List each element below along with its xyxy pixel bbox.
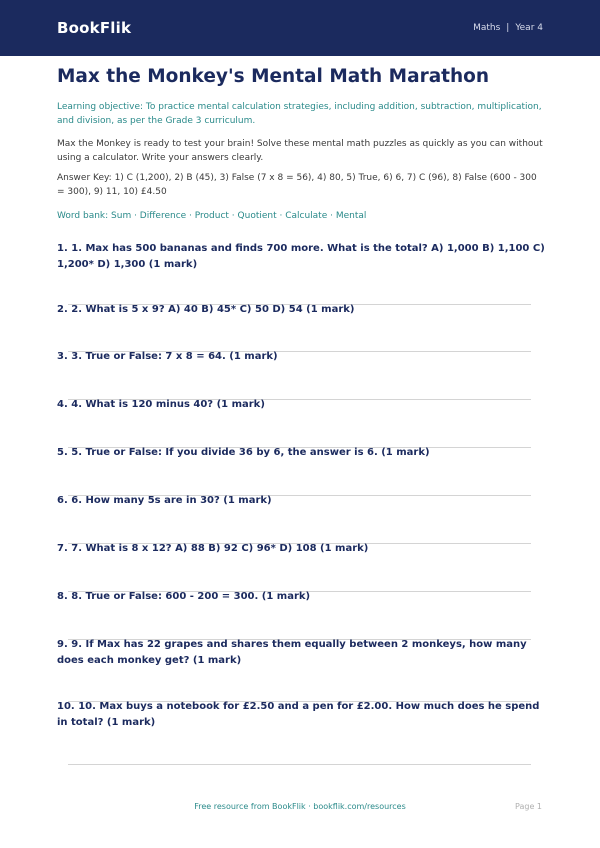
page-title: Max the Monkey's Mental Math Marathon bbox=[57, 66, 490, 87]
question-7: 7. 7. What is 8 x 12? A) 88 B) 92 C) 96* D) 108 (1 mark) bbox=[57, 543, 369, 554]
year-label: Year 4 bbox=[515, 23, 543, 33]
question-4: 4. 4. What is 120 minus 40? (1 mark) bbox=[57, 399, 265, 410]
header-bar bbox=[0, 0, 600, 56]
question-8: 8. 8. True or False: 600 - 200 = 300. (1 mark) bbox=[57, 591, 311, 602]
meta-separator: | bbox=[506, 23, 510, 33]
question-5: 5. 5. True or False: If you divide 36 by 6, the answer is 6. (1 mark) bbox=[57, 447, 430, 458]
question-2: 2. 2. What is 5 x 9? A) 40 B) 45* C) 50 D) 54 (1 mark) bbox=[57, 304, 355, 315]
learning-objective: Learning objective: To practice mental calculation strategies, including addition, subtraction, multiplication, and division, as per the Grade 3 curriculum. bbox=[57, 102, 542, 126]
footer-link[interactable]: Free resource from BookFlik · bookflik.com/resources bbox=[194, 802, 406, 811]
question-1: 1. 1. Max has 500 bananas and finds 700 more. What is the total? A) 1,000 B) 1,100 C) 1,200* D) 1,300 (1 mark) bbox=[57, 243, 545, 270]
intro-text: Max the Monkey is ready to test your brain! Solve these mental math puzzles as quickly as you can without using a calculator. Write your answers clearly. bbox=[57, 139, 543, 163]
subject-label: Maths bbox=[473, 23, 501, 33]
word-bank: Word bank: Sum · Difference · Product · Quotient · Calculate · Mental bbox=[57, 211, 367, 221]
question-3: 3. 3. True or False: 7 x 8 = 64. (1 mark) bbox=[57, 351, 278, 362]
question-10: 10. 10. Max buys a notebook for £2.50 and a pen for £2.00. How much does he spend in total? (1 mark) bbox=[57, 701, 540, 728]
question-9: 9. 9. If Max has 22 grapes and shares them equally between 2 monkeys, how many does each monkey get? (1 mark) bbox=[57, 639, 527, 666]
page-number: Page 1 bbox=[515, 802, 542, 811]
question-6: 6. 6. How many 5s are in 30? (1 mark) bbox=[57, 495, 272, 506]
subject-year-meta bbox=[473, 23, 543, 33]
answer-line-10[interactable] bbox=[68, 764, 531, 765]
brand-logo[interactable]: BookFlik bbox=[57, 19, 132, 37]
answer-key: Answer Key: 1) C (1,200), 2) B (45), 3) False (7 x 8 = 56), 4) 80, 5) True, 6) 6, 7) C (96), 8) False (600 - 300 = 300), 9) 11, 10) £4.50 bbox=[57, 173, 537, 197]
